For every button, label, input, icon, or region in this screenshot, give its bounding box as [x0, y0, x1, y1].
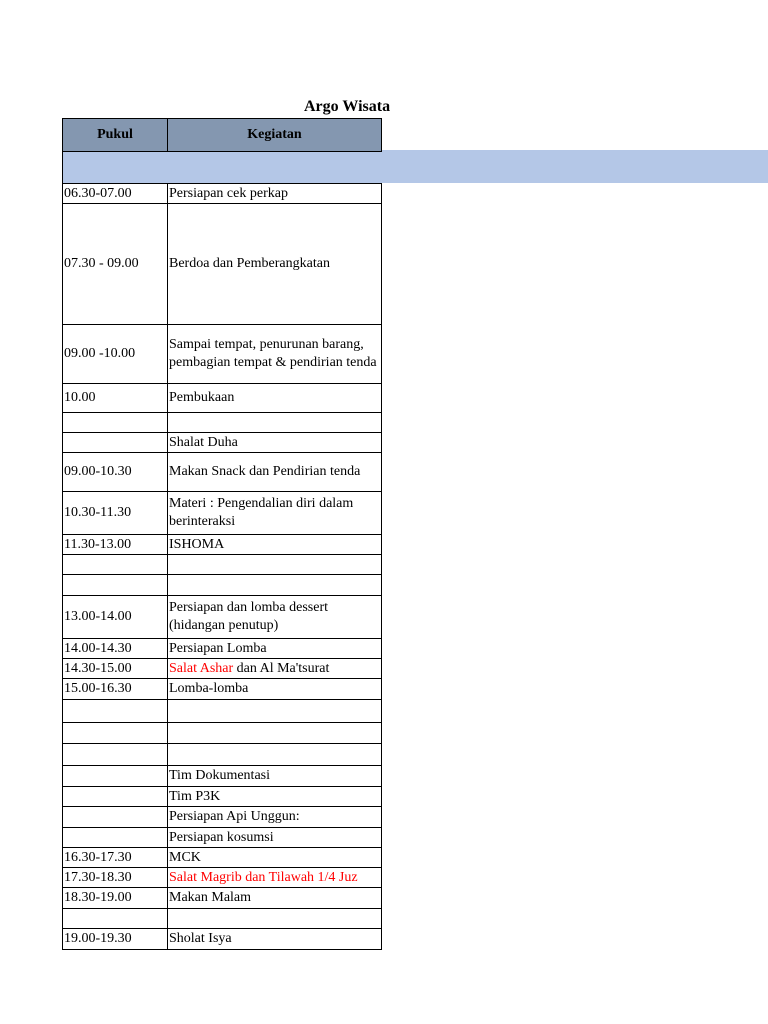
- time-cell: 13.00-14.00: [63, 596, 168, 639]
- activity-cell: [168, 744, 382, 766]
- table-row: [63, 596, 382, 639]
- table-row: [63, 204, 382, 325]
- activity-cell: [168, 700, 382, 723]
- table-row: [63, 848, 382, 868]
- time-cell: [63, 744, 168, 766]
- time-cell: [63, 828, 168, 848]
- header-row: [63, 119, 382, 152]
- table-row: [63, 575, 382, 596]
- activity-cell: [168, 555, 382, 575]
- time-cell: [63, 766, 168, 787]
- table-row: [63, 659, 382, 679]
- time-cell: 14.00-14.30: [63, 639, 168, 659]
- time-cell: 10.30-11.30: [63, 492, 168, 535]
- table-row: [63, 639, 382, 659]
- activity-cell: Tim P3K: [168, 787, 382, 807]
- time-cell: [63, 700, 168, 723]
- document-title: Argo Wisata: [304, 98, 391, 115]
- activity-cell: Pembukaan: [168, 384, 382, 413]
- table-row: [63, 555, 382, 575]
- activity-cell: [168, 868, 382, 888]
- time-cell: 15.00-16.30: [63, 679, 168, 700]
- table-row: [63, 766, 382, 787]
- activity-cell: [168, 909, 382, 929]
- activity-cell: Shalat Duha: [168, 433, 382, 453]
- time-cell: [63, 575, 168, 596]
- activity-cell: [168, 413, 382, 433]
- time-cell: [63, 433, 168, 453]
- table-row: [63, 679, 382, 700]
- activity-cell: [168, 575, 382, 596]
- table-row: [63, 492, 382, 535]
- activity-cell: Sholat Isya: [168, 929, 382, 950]
- table-row: [63, 807, 382, 828]
- activity-cell: MCK: [168, 848, 382, 868]
- time-cell: [63, 413, 168, 433]
- table-row: [63, 433, 382, 453]
- table-row: [63, 744, 382, 766]
- time-cell: 19.00-19.30: [63, 929, 168, 950]
- activity-cell: Lomba-lomba: [168, 679, 382, 700]
- time-cell: [63, 555, 168, 575]
- time-cell: 09.00-10.30: [63, 453, 168, 492]
- activity-text: dan Al Ma'tsurat: [233, 660, 330, 676]
- activity-cell: Persiapan kosumsi: [168, 828, 382, 848]
- activity-cell: Berdoa dan Pemberangkatan: [168, 204, 382, 325]
- activity-cell: Makan Snack dan Pendirian tenda: [168, 453, 382, 492]
- table-row: [63, 413, 382, 433]
- table-row: [63, 868, 382, 888]
- time-cell: 06.30-07.00: [63, 184, 168, 204]
- header-time: Pukul: [63, 119, 168, 152]
- activity-cell: Materi : Pengendalian diri dalam berinteraksi: [168, 492, 382, 535]
- activity-cell: Tim Dokumentasi: [168, 766, 382, 787]
- activity-cell: Persiapan dan lomba dessert (hidangan penutup): [168, 596, 382, 639]
- highlighted-activity-text: Salat Ashar: [169, 660, 234, 676]
- time-cell: 09.00 -10.00: [63, 325, 168, 384]
- table-row: [63, 828, 382, 848]
- time-cell: [63, 723, 168, 744]
- table-row: [63, 909, 382, 929]
- activity-cell: Makan Malam: [168, 888, 382, 909]
- activity-cell: Persiapan Api Unggun:: [168, 807, 382, 828]
- activity-cell: Persiapan cek perkap: [168, 184, 382, 204]
- band-cell: [63, 152, 382, 184]
- table-row: [63, 723, 382, 744]
- time-cell: 18.30-19.00: [63, 888, 168, 909]
- band-row: [63, 152, 382, 184]
- time-cell: [63, 909, 168, 929]
- table-row: [63, 384, 382, 413]
- time-cell: 11.30-13.00: [63, 535, 168, 555]
- activity-cell: Sampai tempat, penurunan barang, pembagian tempat & pendirian tenda: [168, 325, 382, 384]
- activity-cell: [168, 723, 382, 744]
- table-row: [63, 325, 382, 384]
- schedule-table: [62, 118, 382, 950]
- time-cell: [63, 807, 168, 828]
- time-cell: [63, 787, 168, 807]
- table-row: [63, 929, 382, 950]
- time-cell: 14.30-15.00: [63, 659, 168, 679]
- table-row: [63, 888, 382, 909]
- header-activity: Kegiatan: [168, 119, 382, 152]
- time-cell: 07.30 - 09.00: [63, 204, 168, 325]
- highlighted-activity-text: Salat Magrib dan Tilawah 1/4 Juz: [169, 869, 358, 885]
- time-cell: 16.30-17.30: [63, 848, 168, 868]
- time-cell: 17.30-18.30: [63, 868, 168, 888]
- table-row: [63, 453, 382, 492]
- document-title-clip: [62, 96, 391, 118]
- activity-cell: ISHOMA: [168, 535, 382, 555]
- table-row: [63, 184, 382, 204]
- activity-cell: [168, 659, 382, 679]
- table-row: [63, 700, 382, 723]
- time-cell: 10.00: [63, 384, 168, 413]
- activity-cell: Persiapan Lomba: [168, 639, 382, 659]
- table-row: [63, 787, 382, 807]
- table-row: [63, 535, 382, 555]
